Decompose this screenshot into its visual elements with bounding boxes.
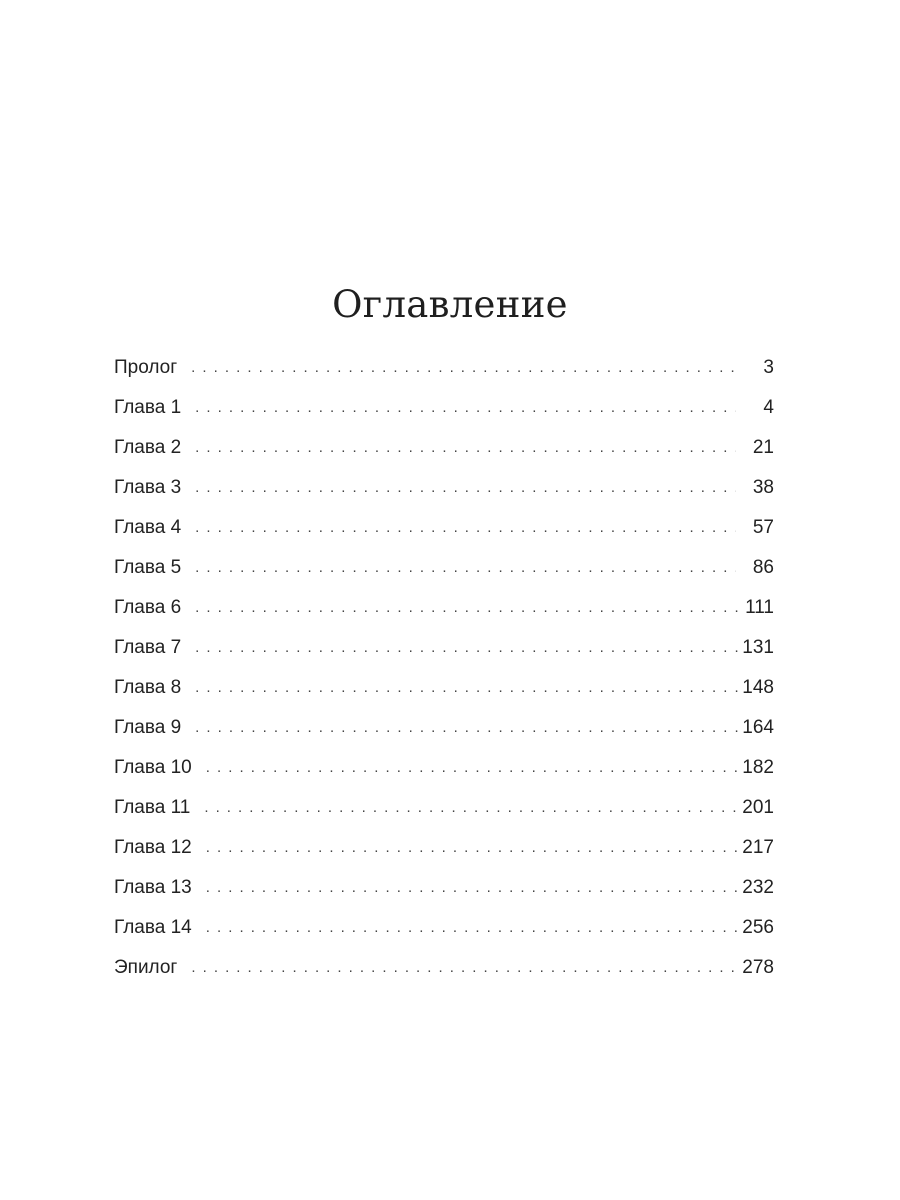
dot-leader	[195, 630, 742, 666]
toc-entry-page-number: 278	[742, 957, 774, 978]
toc-entry-page-number: 148	[742, 677, 774, 698]
page-title: Оглавление	[332, 283, 568, 326]
dot-leader	[206, 750, 743, 786]
dot-leader	[195, 710, 742, 746]
toc-entry-chapter-4[interactable]	[114, 510, 774, 550]
toc-entry-epilogue[interactable]	[114, 950, 774, 990]
toc-entry-page-number: 232	[742, 877, 774, 898]
toc-entry-page-number: 182	[742, 757, 774, 778]
toc-entry-label: Глава 14	[114, 917, 192, 938]
toc-entry-chapter-1[interactable]	[114, 390, 774, 430]
toc-entry-label: Глава 6	[114, 597, 182, 618]
toc-entry-label: Глава 11	[114, 797, 191, 818]
toc-entry-label: Глава 12	[114, 837, 192, 858]
toc-entry-chapter-10[interactable]	[114, 750, 774, 790]
toc-entry-label: Глава 3	[114, 477, 182, 498]
toc-entry-chapter-7[interactable]	[114, 630, 774, 670]
toc-entry-page-number: 38	[752, 477, 774, 498]
toc-entry-label: Глава 10	[114, 757, 192, 778]
dot-leader	[191, 950, 742, 986]
dot-leader	[195, 510, 736, 546]
toc-entry-label: Глава 1	[114, 397, 182, 418]
toc-entry-chapter-8[interactable]	[114, 670, 774, 710]
dot-leader	[206, 910, 743, 946]
toc-entry-chapter-6[interactable]	[114, 590, 774, 630]
toc-entry-prologue[interactable]	[114, 350, 774, 390]
toc-entry-chapter-13[interactable]	[114, 870, 774, 910]
toc-entry-label: Пролог	[114, 357, 178, 378]
toc-entry-label: Глава 2	[114, 437, 182, 458]
table-of-contents	[114, 350, 774, 990]
toc-entry-page-number: 4	[763, 397, 774, 418]
toc-entry-chapter-12[interactable]	[114, 830, 774, 870]
dot-leader	[206, 870, 743, 906]
toc-entry-chapter-11[interactable]	[114, 790, 774, 830]
toc-entry-label: Глава 8	[114, 677, 182, 698]
dot-leader	[195, 390, 736, 426]
toc-entry-page-number: 201	[742, 797, 774, 818]
dot-leader	[195, 590, 745, 626]
toc-entry-label: Глава 7	[114, 637, 182, 658]
toc-entry-page-number: 57	[752, 517, 774, 538]
dot-leader	[195, 470, 736, 506]
dot-leader	[195, 670, 742, 706]
toc-entry-page-number: 3	[763, 357, 774, 378]
toc-entry-chapter-9[interactable]	[114, 710, 774, 750]
dot-leader	[206, 830, 743, 866]
toc-entry-page-number: 111	[745, 597, 774, 618]
toc-entry-label: Глава 9	[114, 717, 182, 738]
toc-entry-chapter-3[interactable]	[114, 470, 774, 510]
toc-entry-label: Глава 4	[114, 517, 182, 538]
toc-entry-page-number: 164	[742, 717, 774, 738]
dot-leader	[195, 550, 736, 586]
toc-entry-chapter-14[interactable]	[114, 910, 774, 950]
dot-leader	[204, 790, 742, 826]
toc-entry-label: Глава 5	[114, 557, 182, 578]
toc-entry-label: Эпилог	[114, 957, 178, 978]
toc-entry-page-number: 256	[742, 917, 774, 938]
toc-entry-label: Глава 13	[114, 877, 192, 898]
dot-leader	[195, 430, 736, 466]
toc-entry-chapter-5[interactable]	[114, 550, 774, 590]
toc-entry-chapter-2[interactable]	[114, 430, 774, 470]
toc-entry-page-number: 131	[742, 637, 774, 658]
toc-entry-page-number: 217	[742, 837, 774, 858]
toc-entry-page-number: 21	[752, 437, 774, 458]
dot-leader	[191, 350, 736, 386]
toc-entry-page-number: 86	[752, 557, 774, 578]
